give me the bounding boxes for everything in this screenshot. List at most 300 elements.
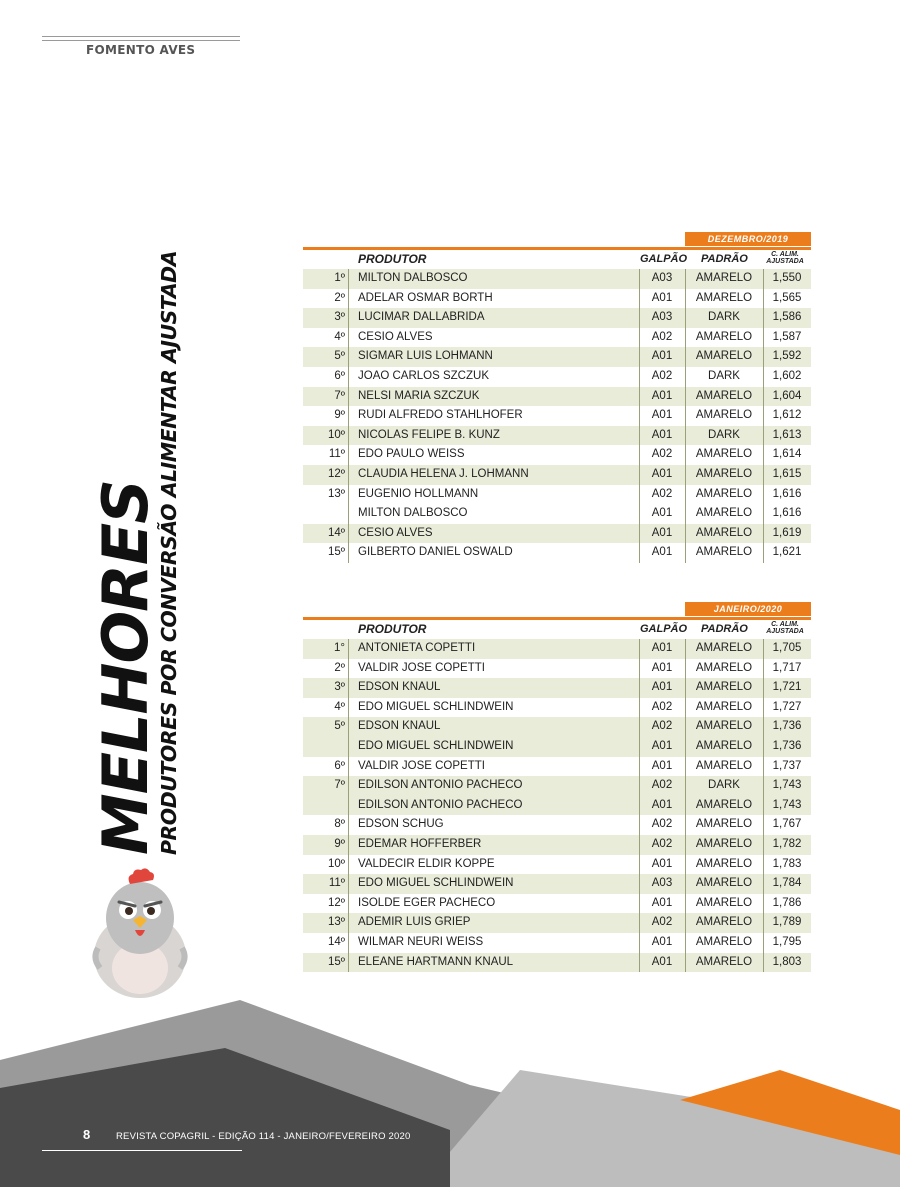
position-cell: 1º xyxy=(334,272,345,284)
calim-cell: 1,736 xyxy=(772,739,802,752)
table-row xyxy=(303,465,811,485)
padrao-cell: AMARELO xyxy=(695,955,753,968)
producer-name-cell: EDO PAULO WEISS xyxy=(358,448,465,461)
column-separator xyxy=(685,445,686,465)
header-galpao: GALPÃO xyxy=(640,623,688,635)
footer-rule xyxy=(42,1150,242,1151)
calim-cell: 1,621 xyxy=(772,546,802,559)
column-separator xyxy=(685,308,686,328)
footer-text: REVISTA COPAGRIL - EDIÇÃO 114 - JANEIRO/FEVEREIRO 2020 xyxy=(116,1131,411,1142)
column-separator xyxy=(639,328,640,348)
column-separator xyxy=(348,737,349,757)
position-cell: 14º xyxy=(328,526,345,539)
producer-name-cell: EUGENIO HOLLMANN xyxy=(358,487,479,500)
title-subtitle: PRODUTORES POR CONVERSÃO ALIMENTAR AJUSTADA xyxy=(157,250,181,855)
column-separator xyxy=(639,347,640,367)
column-separator xyxy=(685,485,686,505)
column-separator xyxy=(639,913,640,933)
producer-name-cell: MILTON DALBOSCO xyxy=(358,507,468,520)
producer-name-cell: SIGMAR LUIS LOHMANN xyxy=(358,350,493,363)
calim-cell: 1,614 xyxy=(772,448,802,461)
galpao-cell: A02 xyxy=(651,700,673,713)
column-separator xyxy=(763,543,764,563)
column-separator xyxy=(348,659,349,679)
column-separator xyxy=(685,328,686,348)
table-row xyxy=(303,347,811,367)
column-separator xyxy=(763,639,764,659)
column-separator xyxy=(348,874,349,894)
table-row xyxy=(303,659,811,679)
column-separator xyxy=(763,757,764,777)
column-separator xyxy=(685,913,686,933)
padrao-cell: AMARELO xyxy=(695,467,753,480)
header-produtor: PRODUTOR xyxy=(358,622,427,636)
column-separator xyxy=(639,933,640,953)
header-calim-line1: C. ALIM. xyxy=(771,621,799,628)
column-separator xyxy=(763,776,764,796)
column-separator xyxy=(685,737,686,757)
table-row xyxy=(303,387,811,407)
table-header xyxy=(303,251,811,269)
vertical-title xyxy=(89,235,195,855)
galpao-cell: A02 xyxy=(651,720,673,733)
table-janeiro xyxy=(303,602,811,972)
column-separator xyxy=(763,717,764,737)
column-separator xyxy=(685,855,686,875)
galpao-cell: A01 xyxy=(651,428,673,441)
calim-cell: 1,565 xyxy=(772,291,802,304)
galpao-cell: A01 xyxy=(651,291,673,304)
producer-name-cell: EDSON KNAUL xyxy=(358,720,441,733)
padrao-cell: DARK xyxy=(708,369,740,382)
column-separator xyxy=(348,815,349,835)
galpao-cell: A01 xyxy=(651,507,673,520)
padrao-cell: AMARELO xyxy=(695,507,753,520)
table-row xyxy=(303,757,811,777)
column-separator xyxy=(639,308,640,328)
padrao-cell: AMARELO xyxy=(695,739,753,752)
header-galpao: GALPÃO xyxy=(640,253,688,265)
column-separator xyxy=(763,933,764,953)
header-calim-line2: AJUSTADA xyxy=(766,258,804,265)
position-cell: 6º xyxy=(334,369,345,382)
calim-cell: 1,767 xyxy=(772,818,802,831)
column-separator xyxy=(348,639,349,659)
column-separator xyxy=(639,815,640,835)
header-produtor: PRODUTOR xyxy=(358,252,427,266)
column-separator xyxy=(685,426,686,446)
column-separator xyxy=(639,445,640,465)
column-separator xyxy=(763,406,764,426)
padrao-cell: AMARELO xyxy=(695,720,753,733)
table-dezembro xyxy=(303,232,811,562)
calim-cell: 1,616 xyxy=(772,507,802,520)
column-separator xyxy=(348,328,349,348)
padrao-cell: AMARELO xyxy=(695,857,753,870)
padrao-cell: AMARELO xyxy=(695,526,753,539)
footer-mountains xyxy=(0,990,900,1187)
column-separator xyxy=(639,757,640,777)
calim-cell: 1,789 xyxy=(772,916,802,929)
column-separator xyxy=(685,796,686,816)
position-cell: 11º xyxy=(328,448,345,461)
header-rule-bottom xyxy=(42,40,240,41)
producer-name-cell: NELSI MARIA SZCZUK xyxy=(358,389,480,402)
table-row xyxy=(303,815,811,835)
producer-name-cell: NICOLAS FELIPE B. KUNZ xyxy=(358,428,500,441)
table-row xyxy=(303,776,811,796)
galpao-cell: A02 xyxy=(651,369,673,382)
period-badge: JANEIRO/2020 xyxy=(685,602,811,616)
column-separator xyxy=(348,524,349,544)
table-row xyxy=(303,524,811,544)
header-calim-line1: C. ALIM. xyxy=(771,251,799,258)
column-separator xyxy=(685,289,686,309)
column-separator xyxy=(348,776,349,796)
table-body xyxy=(303,639,811,972)
calim-cell: 1,737 xyxy=(772,759,802,772)
column-separator xyxy=(348,465,349,485)
padrao-cell: AMARELO xyxy=(695,448,753,461)
producer-name-cell: EDEMAR HOFFERBER xyxy=(358,837,482,850)
column-separator xyxy=(639,504,640,524)
table-row xyxy=(303,913,811,933)
column-separator xyxy=(639,953,640,973)
calim-cell: 1,795 xyxy=(772,935,802,948)
column-separator xyxy=(763,737,764,757)
column-separator xyxy=(763,367,764,387)
column-separator xyxy=(639,524,640,544)
column-separator xyxy=(348,796,349,816)
position-cell: 1° xyxy=(334,642,345,654)
galpao-cell: A03 xyxy=(651,311,673,324)
calim-cell: 1,604 xyxy=(772,389,802,402)
calim-cell: 1,786 xyxy=(772,896,802,909)
position-cell: 3º xyxy=(334,311,345,324)
calim-cell: 1,705 xyxy=(772,642,802,654)
position-cell: 12º xyxy=(328,467,345,480)
producer-name-cell: EDO MIGUEL SCHLINDWEIN xyxy=(358,700,514,713)
galpao-cell: A02 xyxy=(651,837,673,850)
galpao-cell: A02 xyxy=(651,487,673,500)
galpao-cell: A02 xyxy=(651,448,673,461)
column-separator xyxy=(685,347,686,367)
column-separator xyxy=(685,953,686,973)
position-cell: 7º xyxy=(334,779,345,792)
producer-name-cell: EDILSON ANTONIO PACHECO xyxy=(358,779,523,792)
column-separator xyxy=(348,387,349,407)
galpao-cell: A02 xyxy=(651,330,673,343)
table-row xyxy=(303,639,811,659)
galpao-cell: A01 xyxy=(651,409,673,422)
table-row xyxy=(303,308,811,328)
column-separator xyxy=(639,269,640,289)
table-row xyxy=(303,678,811,698)
column-separator xyxy=(639,367,640,387)
column-separator xyxy=(639,543,640,563)
column-separator xyxy=(763,465,764,485)
table-row xyxy=(303,717,811,737)
table-row xyxy=(303,485,811,505)
galpao-cell: A01 xyxy=(651,935,673,948)
column-separator xyxy=(685,698,686,718)
column-separator xyxy=(639,737,640,757)
padrao-cell: AMARELO xyxy=(695,546,753,559)
column-separator xyxy=(348,717,349,737)
calim-cell: 1,602 xyxy=(772,369,802,382)
column-separator xyxy=(348,504,349,524)
position-cell: 5º xyxy=(334,720,345,733)
galpao-cell: A01 xyxy=(651,526,673,539)
column-separator xyxy=(763,855,764,875)
column-separator xyxy=(763,426,764,446)
producer-name-cell: WILMAR NEURI WEISS xyxy=(358,935,484,948)
title-main: MELHORES xyxy=(89,480,162,855)
galpao-cell: A03 xyxy=(651,272,673,284)
column-separator xyxy=(348,933,349,953)
column-separator xyxy=(763,485,764,505)
column-separator xyxy=(348,426,349,446)
padrao-cell: AMARELO xyxy=(695,916,753,929)
padrao-cell: AMARELO xyxy=(695,935,753,948)
galpao-cell: A01 xyxy=(651,798,673,811)
producer-name-cell: CLAUDIA HELENA J. LOHMANN xyxy=(358,467,529,480)
column-separator xyxy=(348,367,349,387)
padrao-cell: AMARELO xyxy=(695,896,753,909)
position-cell: 2º xyxy=(334,291,345,304)
column-separator xyxy=(685,524,686,544)
position-cell: 9º xyxy=(334,837,345,850)
calim-cell: 1,616 xyxy=(772,487,802,500)
column-separator xyxy=(348,757,349,777)
galpao-cell: A03 xyxy=(651,877,673,890)
calim-cell: 1,592 xyxy=(772,350,802,363)
producer-name-cell: VALDECIR ELDIR KOPPE xyxy=(358,857,495,870)
position-cell: 10º xyxy=(328,857,345,870)
calim-cell: 1,550 xyxy=(772,272,802,284)
calim-cell: 1,736 xyxy=(772,720,802,733)
column-separator xyxy=(348,308,349,328)
position-cell: 4º xyxy=(334,330,345,343)
producer-name-cell: EDO MIGUEL SCHLINDWEIN xyxy=(358,877,514,890)
column-separator xyxy=(685,387,686,407)
position-cell: 13º xyxy=(328,487,345,500)
galpao-cell: A02 xyxy=(651,779,673,792)
calim-cell: 1,782 xyxy=(772,837,802,850)
position-cell: 12º xyxy=(328,896,345,909)
column-separator xyxy=(763,269,764,289)
galpao-cell: A01 xyxy=(651,739,673,752)
column-separator xyxy=(763,835,764,855)
chicken-icon xyxy=(90,868,190,1000)
position-cell: 5º xyxy=(334,350,345,363)
column-separator xyxy=(685,757,686,777)
column-separator xyxy=(348,698,349,718)
header-padrao: PADRÃO xyxy=(701,253,748,265)
producer-name-cell: RUDI ALFREDO STAHLHOFER xyxy=(358,409,523,422)
column-separator xyxy=(685,269,686,289)
table-body xyxy=(303,269,811,563)
table-row xyxy=(303,698,811,718)
padrao-cell: DARK xyxy=(708,311,740,324)
producer-name-cell: ADELAR OSMAR BORTH xyxy=(358,291,493,304)
galpao-cell: A01 xyxy=(651,467,673,480)
table-row xyxy=(303,445,811,465)
column-separator xyxy=(639,894,640,914)
column-separator xyxy=(763,796,764,816)
column-separator xyxy=(685,717,686,737)
table-row xyxy=(303,874,811,894)
calim-cell: 1,743 xyxy=(772,798,802,811)
column-separator xyxy=(763,524,764,544)
column-separator xyxy=(348,835,349,855)
galpao-cell: A01 xyxy=(651,661,673,674)
producer-name-cell: GILBERTO DANIEL OSWALD xyxy=(358,546,513,559)
column-separator xyxy=(348,855,349,875)
producer-name-cell: CESIO ALVES xyxy=(358,330,433,343)
galpao-cell: A01 xyxy=(651,759,673,772)
table-header xyxy=(303,621,811,639)
padrao-cell: AMARELO xyxy=(695,409,753,422)
column-separator xyxy=(685,835,686,855)
calim-cell: 1,803 xyxy=(772,955,802,968)
galpao-cell: A01 xyxy=(651,955,673,968)
padrao-cell: DARK xyxy=(708,428,740,441)
padrao-cell: AMARELO xyxy=(695,291,753,304)
column-separator xyxy=(348,347,349,367)
period-badge: DEZEMBRO/2019 xyxy=(685,232,811,246)
table-row xyxy=(303,543,811,563)
table-row xyxy=(303,289,811,309)
column-separator xyxy=(639,406,640,426)
header-calim xyxy=(763,251,807,265)
column-separator xyxy=(763,815,764,835)
padrao-cell: AMARELO xyxy=(695,272,753,284)
galpao-cell: A01 xyxy=(651,350,673,363)
calim-cell: 1,784 xyxy=(772,877,802,890)
header-calim-line2: AJUSTADA xyxy=(766,628,804,635)
calim-cell: 1,783 xyxy=(772,857,802,870)
table-rule xyxy=(303,617,811,620)
table-row xyxy=(303,406,811,426)
calim-cell: 1,586 xyxy=(772,311,802,324)
padrao-cell: AMARELO xyxy=(695,700,753,713)
column-separator xyxy=(685,894,686,914)
table-row xyxy=(303,835,811,855)
galpao-cell: A01 xyxy=(651,546,673,559)
position-cell: 15º xyxy=(328,955,345,968)
padrao-cell: AMARELO xyxy=(695,389,753,402)
column-separator xyxy=(763,659,764,679)
column-separator xyxy=(639,796,640,816)
column-separator xyxy=(348,913,349,933)
padrao-cell: AMARELO xyxy=(695,877,753,890)
column-separator xyxy=(639,639,640,659)
column-separator xyxy=(685,465,686,485)
producer-name-cell: EDILSON ANTONIO PACHECO xyxy=(358,798,523,811)
column-separator xyxy=(685,543,686,563)
column-separator xyxy=(763,678,764,698)
column-separator xyxy=(763,328,764,348)
padrao-cell: DARK xyxy=(708,779,740,792)
table-row xyxy=(303,328,811,348)
position-cell: 6º xyxy=(334,759,345,772)
position-cell: 8º xyxy=(334,818,345,831)
column-separator xyxy=(685,406,686,426)
column-separator xyxy=(639,426,640,446)
padrao-cell: AMARELO xyxy=(695,642,753,654)
position-cell: 13º xyxy=(328,916,345,929)
column-separator xyxy=(685,874,686,894)
column-separator xyxy=(639,698,640,718)
column-separator xyxy=(639,855,640,875)
column-separator xyxy=(348,953,349,973)
position-cell: 15º xyxy=(328,546,345,559)
column-separator xyxy=(639,835,640,855)
table-row xyxy=(303,953,811,973)
column-separator xyxy=(763,894,764,914)
calim-cell: 1,612 xyxy=(772,409,802,422)
header-rule-top xyxy=(42,36,240,37)
table-row xyxy=(303,894,811,914)
producer-name-cell: EDSON KNAUL xyxy=(358,681,441,694)
galpao-cell: A02 xyxy=(651,916,673,929)
position-cell: 10º xyxy=(328,428,345,441)
padrao-cell: AMARELO xyxy=(695,350,753,363)
padrao-cell: AMARELO xyxy=(695,759,753,772)
producer-name-cell: EDO MIGUEL SCHLINDWEIN xyxy=(358,739,514,752)
galpao-cell: A02 xyxy=(651,818,673,831)
galpao-cell: A01 xyxy=(651,642,673,654)
column-separator xyxy=(348,406,349,426)
padrao-cell: AMARELO xyxy=(695,661,753,674)
galpao-cell: A01 xyxy=(651,896,673,909)
table-row xyxy=(303,269,811,289)
producer-name-cell: CESIO ALVES xyxy=(358,526,433,539)
galpao-cell: A01 xyxy=(651,681,673,694)
column-separator xyxy=(348,485,349,505)
column-separator xyxy=(639,717,640,737)
column-separator xyxy=(348,543,349,563)
page-number: 8 xyxy=(83,1127,91,1142)
galpao-cell: A01 xyxy=(651,389,673,402)
column-separator xyxy=(763,874,764,894)
galpao-cell: A01 xyxy=(651,857,673,870)
column-separator xyxy=(348,894,349,914)
padrao-cell: AMARELO xyxy=(695,487,753,500)
column-separator xyxy=(685,504,686,524)
calim-cell: 1,619 xyxy=(772,526,802,539)
column-separator xyxy=(639,776,640,796)
calim-cell: 1,613 xyxy=(772,428,802,441)
column-separator xyxy=(763,387,764,407)
position-cell: 2º xyxy=(334,661,345,674)
position-cell: 7º xyxy=(334,389,345,402)
producer-name-cell: ADEMIR LUIS GRIEP xyxy=(358,916,471,929)
column-separator xyxy=(348,269,349,289)
producer-name-cell: LUCIMAR DALLABRIDA xyxy=(358,311,485,324)
column-separator xyxy=(763,913,764,933)
position-cell: 14º xyxy=(328,935,345,948)
table-row xyxy=(303,933,811,953)
column-separator xyxy=(763,698,764,718)
padrao-cell: AMARELO xyxy=(695,818,753,831)
producer-name-cell: EDSON SCHUG xyxy=(358,818,444,831)
column-separator xyxy=(763,445,764,465)
producer-name-cell: JOAO CARLOS SZCZUK xyxy=(358,369,489,382)
producer-name-cell: MILTON DALBOSCO xyxy=(358,272,468,284)
column-separator xyxy=(639,465,640,485)
